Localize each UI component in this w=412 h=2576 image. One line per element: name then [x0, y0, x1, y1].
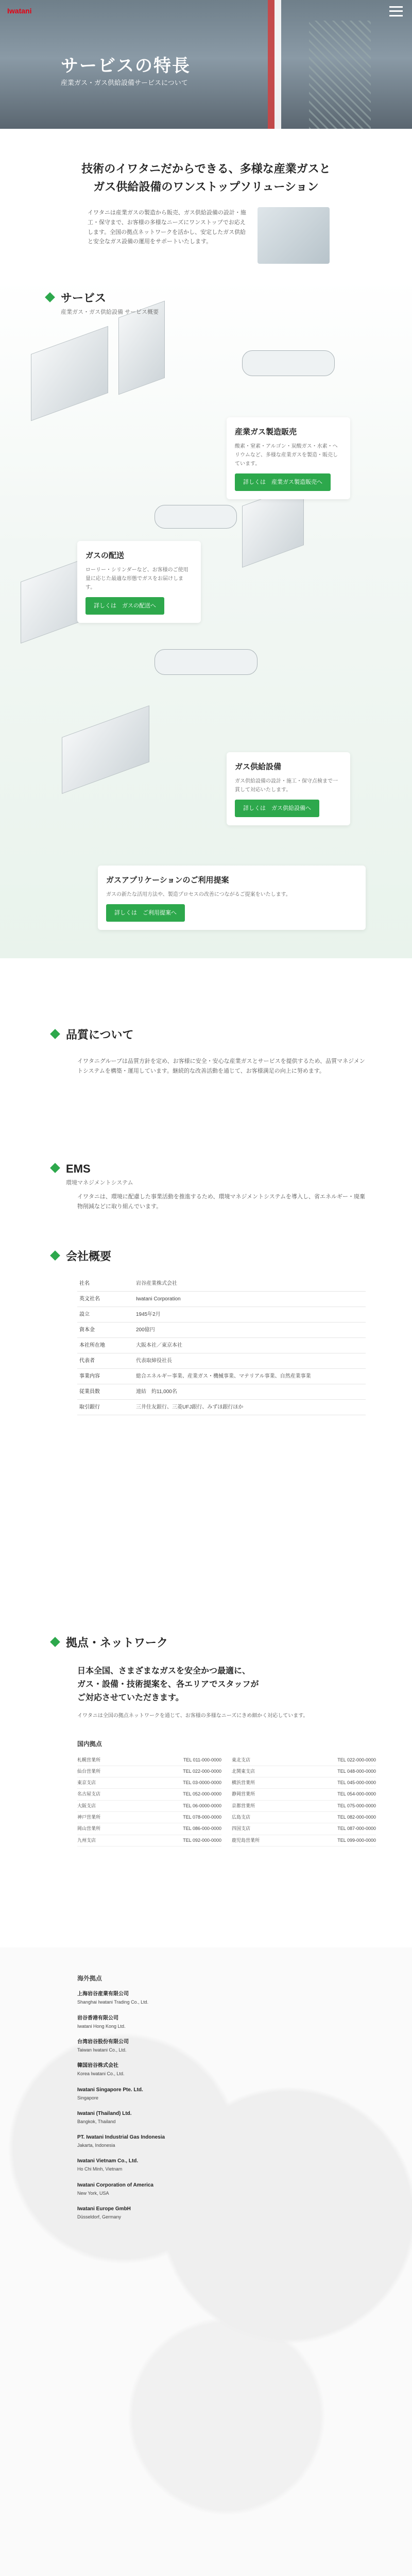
- company-value: Iwatani Corporation: [134, 1292, 366, 1307]
- domestic-name: 札幌営業所: [77, 1757, 101, 1762]
- company-section: [52, 1247, 360, 1415]
- domestic-tel: TEL 054-000-0000: [337, 1791, 376, 1797]
- company-row: [77, 1292, 366, 1307]
- card-delivery: [77, 541, 201, 623]
- network-desc: イワタニは全国の拠点ネットワークを通じて、お客様の多様なニーズにきめ細かく対応しています。: [77, 1713, 308, 1719]
- company-value: 総合エネルギー事業、産業ガス・機械事業、マテリアル事業、自然産業事業: [134, 1369, 366, 1384]
- domestic-name: 静岡営業所: [232, 1791, 255, 1797]
- overseas-item: [77, 2205, 345, 2221]
- company-key: 取引銀行: [77, 1400, 134, 1415]
- intro-body: イワタニは産業ガスの製造から販売、ガス供給設備の設計・施工・保守まで、お客様の多様なニーズにワンストップでお応えします。全国の拠点ネットワークを活かし、安定したガス供給と安全なガス設備の運用をサポートいたします。: [88, 210, 246, 245]
- quality-title: 品質について: [52, 1025, 360, 1044]
- service-section: [46, 289, 159, 317]
- company-key: 社名: [77, 1276, 134, 1292]
- network-title: 拠点・ネットワーク: [52, 1633, 360, 1652]
- domestic-name: 鹿児島営業所: [232, 1837, 260, 1843]
- domestic-item: [232, 1823, 376, 1835]
- overseas-item: [77, 2157, 345, 2173]
- card-title: ガスの配送: [85, 551, 125, 560]
- quality-section: [52, 1025, 365, 1076]
- company-row: [77, 1384, 366, 1400]
- overseas-detail: Düsseldorf, Germany: [77, 2214, 122, 2220]
- domestic-name: 京都営業所: [232, 1803, 255, 1808]
- company-key: 代表者: [77, 1353, 134, 1369]
- card-body: ガス供給設備の設計・施工・保守点検まで一貫して対応いたします。: [235, 778, 338, 793]
- ems-body: イワタニは、環境に配慮した事業活動を推進するため、環境マネジメントシステムを導入し、省エネルギー・廃棄物削減などに取り組んでいます。: [77, 1194, 366, 1210]
- card-gas-production: [227, 417, 350, 499]
- network-lead: 日本全国、さまざまなガスを安全かつ最適に、 ガス・設備・技術提案を、各エリアでスタッフが ご対応させていただきます。: [77, 1667, 259, 1702]
- tanker-truck: [242, 350, 335, 376]
- network-section: [52, 1633, 376, 1846]
- overseas-item: [77, 2086, 345, 2102]
- overseas-detail: Iwatani Hong Kong Ltd.: [77, 2023, 126, 2029]
- hamburger-menu-icon[interactable]: [389, 6, 403, 16]
- company-value: 大阪本社／東京本社: [134, 1338, 366, 1353]
- domestic-item: [232, 1801, 376, 1812]
- card-title: 産業ガス製造販売: [235, 428, 297, 436]
- overseas-name: Iwatani Corporation of America: [77, 2182, 153, 2188]
- domestic-name: 岡山営業所: [77, 1826, 101, 1832]
- overseas-detail: Jakarta, Indonesia: [77, 2143, 115, 2148]
- company-key: 資本金: [77, 1323, 134, 1338]
- domestic-tel: TEL 092-000-0000: [183, 1837, 221, 1843]
- domestic-item: [77, 1801, 221, 1812]
- company-key: 本社所在地: [77, 1338, 134, 1353]
- ems-title: EMS: [52, 1159, 366, 1178]
- domestic-name: 横浜営業所: [232, 1780, 255, 1786]
- domestic-item: [232, 1766, 376, 1777]
- domestic-title: 国内拠点: [77, 1740, 102, 1748]
- service-subtitle: 産業ガス・ガス供給設備 サービス概要: [61, 309, 159, 316]
- domestic-tel: TEL 099-000-0000: [337, 1837, 376, 1843]
- intro-heading: 技術のイワタニだからできる、多様な産業ガスと ガス供給設備のワンストップソリューション: [81, 162, 331, 194]
- overseas-item: [77, 2181, 345, 2197]
- domestic-item: [232, 1812, 376, 1823]
- overseas-item: [77, 2133, 345, 2149]
- overseas-name: 上海岩谷産業有限公司: [77, 1991, 129, 1997]
- overseas-name: 台湾岩谷股份有限公司: [77, 2039, 129, 2045]
- domestic-item: [77, 1812, 221, 1823]
- domestic-tel: TEL 06-0000-0000: [183, 1803, 221, 1808]
- domestic-tel: TEL 052-000-0000: [183, 1791, 221, 1797]
- overseas-detail: Bangkok, Thailand: [77, 2119, 116, 2124]
- page-subtitle: 産業ガス・ガス供給設備サービスについて: [61, 79, 188, 87]
- overseas-item: [77, 2038, 345, 2054]
- card-body: ガスの新たな活用方法や、製造プロセスの改善につながるご提案をいたします。: [106, 891, 291, 897]
- domestic-tel: TEL 022-000-0000: [337, 1757, 376, 1762]
- overseas-detail: Taiwan Iwatani Co., Ltd.: [77, 2047, 127, 2053]
- domestic-name: 四国支店: [232, 1826, 251, 1832]
- overseas-name: 岩谷香港有限公司: [77, 2015, 118, 2021]
- overseas-name: 韓国岩谷株式会社: [77, 2063, 118, 2069]
- delivery-button[interactable]: 詳しくは ガスの配送へ: [85, 597, 164, 615]
- company-key: 英文社名: [77, 1292, 134, 1307]
- card-body: ローリー・シリンダーなど、お客様のご使用量に応じた最適な形態でガスをお届けします。: [85, 567, 188, 590]
- domestic-tel: TEL 086-000-0000: [183, 1826, 221, 1832]
- card-facility: [227, 752, 350, 825]
- truck-convoy: [154, 649, 258, 675]
- domestic-tel: TEL 03-0000-0000: [183, 1780, 221, 1786]
- domestic-name: 東北支店: [232, 1757, 251, 1762]
- overseas-name: PT. Iwatani Industrial Gas Indonesia: [77, 2134, 165, 2141]
- company-value: 連結 約11,000名: [134, 1384, 366, 1400]
- domestic-name: 名古屋支店: [77, 1791, 101, 1797]
- domestic-name: 大阪支店: [77, 1803, 96, 1808]
- page-title: サービスの特長: [61, 56, 191, 76]
- domestic-item: [232, 1835, 376, 1846]
- card-body: 酸素・窒素・アルゴン・炭酸ガス・水素・ヘリウムなど、多様な産業ガスを製造・販売しています。: [235, 443, 338, 467]
- domestic-item: [232, 1777, 376, 1789]
- company-value: 1945年2月: [134, 1307, 366, 1323]
- overseas-detail: New York, USA: [77, 2190, 109, 2196]
- card-title: ガス供給設備: [235, 762, 282, 771]
- domestic-name: 北関東支店: [232, 1768, 255, 1774]
- tower-decoration: [268, 0, 281, 129]
- company-value: 岩谷産業株式会社: [134, 1276, 366, 1292]
- application-button[interactable]: 詳しくは ご利用提案へ: [106, 904, 185, 922]
- domestic-tel: TEL 082-000-0000: [337, 1815, 376, 1820]
- company-row: [77, 1338, 366, 1353]
- gas-production-button[interactable]: 詳しくは 産業ガス製造販売へ: [235, 473, 331, 492]
- office-building: [62, 705, 149, 794]
- overseas-detail: Shanghai Iwatani Trading Co., Ltd.: [77, 1999, 149, 2005]
- overseas-item: [77, 1990, 345, 2006]
- overseas-name: Iwatani Vietnam Co., Ltd.: [77, 2158, 139, 2164]
- domestic-item: [232, 1789, 376, 1800]
- domestic-name: 仙台営業所: [77, 1768, 101, 1774]
- domestic-item: [77, 1777, 221, 1789]
- delivery-truck: [154, 505, 237, 529]
- overseas-item: [77, 2061, 345, 2078]
- overseas-name: Iwatani Singapore Pte. Ltd.: [77, 2087, 143, 2093]
- domestic-item: [232, 1755, 376, 1766]
- domestic-item: [77, 1835, 221, 1846]
- company-row: [77, 1400, 366, 1415]
- company-table: [77, 1276, 366, 1415]
- overseas-list: [77, 1990, 345, 2221]
- overseas-detail: Korea Iwatani Co., Ltd.: [77, 2071, 125, 2077]
- ems-subtitle: 環境マネジメントシステム: [66, 1180, 133, 1187]
- domestic-tel: TEL 011-000-0000: [183, 1757, 221, 1762]
- intro-section: [0, 129, 412, 247]
- card-title: ガスアプリケーションのご利用提案: [106, 876, 229, 885]
- company-key: 設立: [77, 1307, 134, 1323]
- domestic-list: [77, 1755, 376, 1846]
- overseas-item: [77, 2109, 345, 2126]
- service-illustration: [0, 278, 412, 958]
- domestic-tel: TEL 087-000-0000: [337, 1826, 376, 1832]
- company-row: [77, 1276, 366, 1292]
- company-row: [77, 1353, 366, 1369]
- company-value: 200億円: [134, 1323, 366, 1338]
- domestic-name: 神戸営業所: [77, 1815, 101, 1820]
- overseas-name: Iwatani Europe GmbH: [77, 2206, 131, 2212]
- domestic-name: 九州支店: [77, 1837, 96, 1843]
- intro-image: [258, 207, 330, 264]
- overseas-detail: Ho Chi Minh, Vietnam: [77, 2166, 123, 2172]
- service-title: サービス: [46, 289, 159, 308]
- overseas-item: [77, 2014, 345, 2030]
- company-row: [77, 1369, 366, 1384]
- company-title: 会社概要: [52, 1247, 360, 1266]
- domestic-name: 東京支店: [77, 1780, 96, 1786]
- quality-body: イワタニグループは品質方針を定め、お客様に安全・安心な産業ガスとサービスを提供するため、品質マネジメントシステムを構築・運用しています。継続的な改善活動を通じて、お客様満足の向上に努めます。: [77, 1058, 365, 1075]
- domestic-tel: TEL 078-000-0000: [183, 1815, 221, 1820]
- company-row: [77, 1323, 366, 1338]
- domestic-tel: TEL 048-000-0000: [337, 1768, 376, 1774]
- ems-section: [52, 1159, 366, 1211]
- domestic-item: [77, 1823, 221, 1835]
- company-key: 事業内容: [77, 1369, 134, 1384]
- company-key: 従業員数: [77, 1384, 134, 1400]
- overseas-name: Iwatani (Thailand) Ltd.: [77, 2110, 132, 2116]
- company-row: [77, 1307, 366, 1323]
- facility-button[interactable]: 詳しくは ガス供給設備へ: [235, 800, 319, 818]
- domestic-item: [77, 1789, 221, 1800]
- domestic-tel: TEL 022-000-0000: [183, 1768, 221, 1774]
- overseas-detail: Singapore: [77, 2095, 99, 2100]
- company-value: 代表取締役社長: [134, 1353, 366, 1369]
- hero-banner: [0, 0, 412, 129]
- factory-building: [31, 326, 108, 421]
- domestic-item: [77, 1766, 221, 1777]
- site-logo[interactable]: Iwatani: [7, 7, 32, 15]
- card-application: [98, 866, 366, 930]
- domestic-item: [77, 1755, 221, 1766]
- company-value: 三井住友銀行、三菱UFJ銀行、みずほ銀行ほか: [134, 1400, 366, 1415]
- plant-decoration: [309, 21, 371, 129]
- overseas-section: [77, 1973, 345, 2228]
- domestic-name: 広島支店: [232, 1815, 251, 1820]
- overseas-title: 海外拠点: [77, 1975, 102, 1982]
- domestic-tel: TEL 075-000-0000: [337, 1803, 376, 1808]
- domestic-tel: TEL 045-000-0000: [337, 1780, 376, 1786]
